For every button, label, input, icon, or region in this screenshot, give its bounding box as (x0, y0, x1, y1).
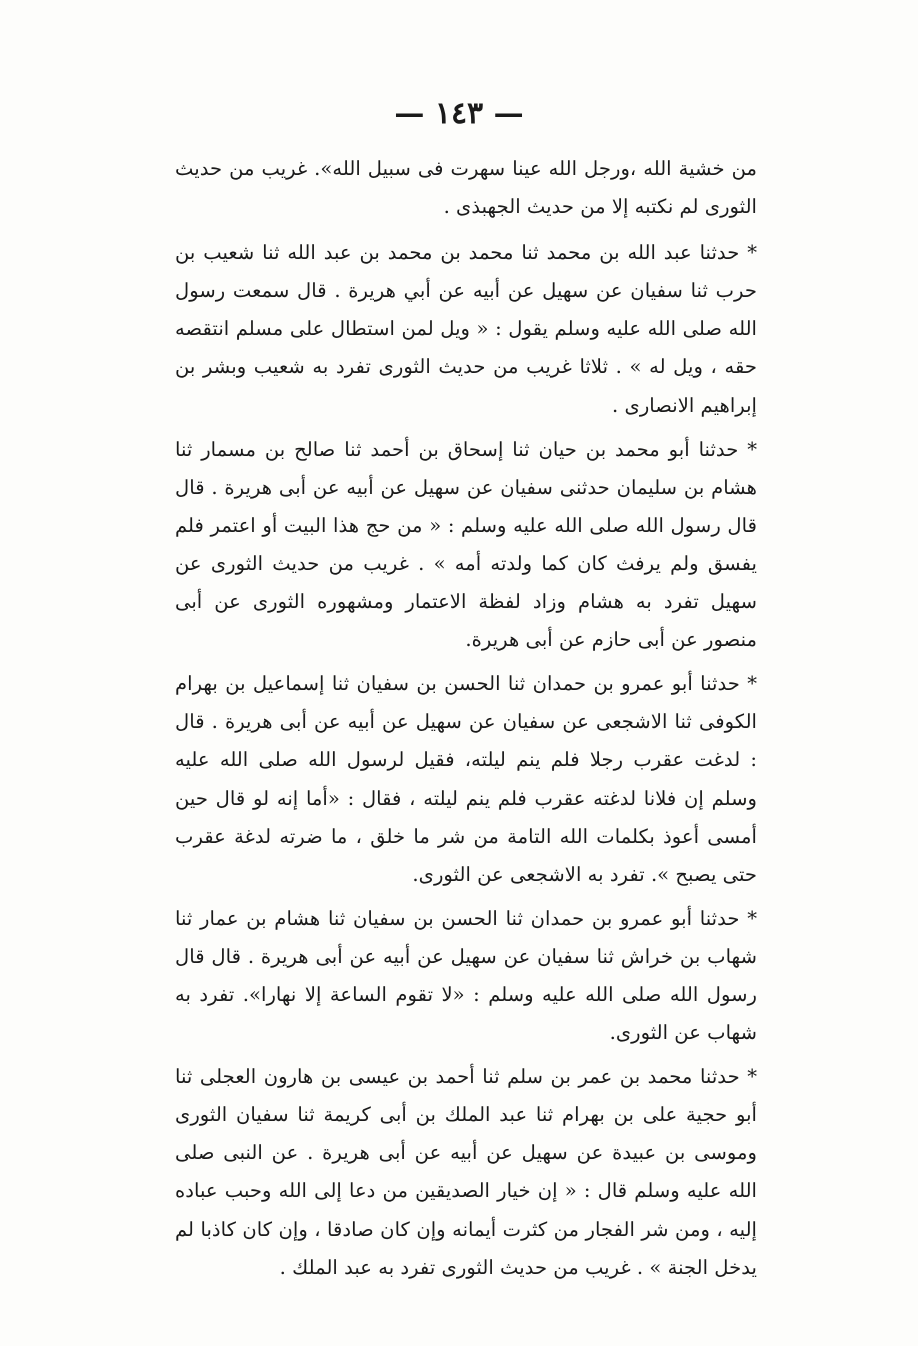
paragraph-2: * حدثنا عبد الله بن محمد ثنا محمد بن محمد بن عبد الله ثنا شعيب بن حرب ثنا سفيان عن سهيل عن أبيه عن أبي هريرة . قال سمعت رسول الله صلى الله عليه وسلم يقول : « ويل لمن استطال على مسلم انتقصه حقه ، ويل له » . ثلاثا غريب من حديث الثورى تفرد به شعيب وبشر بن إبراهيم الانصارى . (175, 241, 757, 417)
paragraph-6: * حدثنا محمد بن عمر بن سلم ثنا أحمد بن عيسى بن هارون العجلى ثنا أبو حجية على بن بهرام ثنا عبد الملك بن أبى كريمة ثنا سفيان الثورى وموسى بن عبيدة عن سهيل عن أبيه عن أبى هريرة . عن النبى صلى الله عليه وسلم قال : « إن خيار الصديقين من دعا إلى الله وحبب عباده إليه ، ومن شر الفجار من كثرت أيمانه وإن كان صادقا ، وإن كان كاذبا لم يدخل الجنة » . غريب من حديث الثورى تفرد به عبد الملك . (175, 1065, 757, 1279)
paragraph-5: * حدثنا أبو عمرو بن حمدان ثنا الحسن بن سفيان ثنا هشام بن عمار ثنا شهاب بن خراش ثنا سفيان عن سهيل عن أبيه عن أبى هريرة . قال قال رسول الله صلى الله عليه وسلم : «لا تقوم الساعة إلا نهارا». تفرد به شهاب عن الثورى. (175, 906, 757, 1045)
page-body (175, 150, 757, 1293)
paragraph-4: * حدثنا أبو عمرو بن حمدان ثنا الحسن بن سفيان ثنا إسماعيل بن بهرام الكوفى ثنا الاشجعى عن سفيان عن سهيل عن أبيه عن أبى هريرة . قال : لدغت عقرب رجلا فلم ينم ليلته، فقيل لرسول الله صلى الله عليه وسلم إن فلانا لدغته عقرب فلم ينم ليلته ، فقال : «أما إنه لو قال حين أمسى أعوذ بكلمات الله التامة من شر ما خلق ، ما ضرته لدغة عقرب حتى يصبح ». تفرد به الاشجعى عن الثورى. (175, 672, 757, 886)
paragraph-1: من خشية الله ،ورجل الله عينا سهرت فى سبيل الله». غريب من حديث الثورى لم نكتبه إلا من حديث الجهبذى . (175, 157, 757, 219)
paragraph-3: * حدثنا أبو محمد بن حيان ثنا إسحاق بن أحمد ثنا صالح بن مسمار ثنا هشام بن سليمان حدثنى سفيان عن سهيل عن أبيه عن أبى هريرة . قال قال رسول الله صلى الله عليه وسلم : « من حج هذا البيت أو اعتمر فلم يفسق ولم يرفث كان كما ولدته أمه » . غريب من حديث الثورى عن سهيل تفرد به هشام وزاد لفظة الاعتمار ومشهوره الثورى عن أبى منصور عن أبى حازم عن أبى هريرة. (175, 437, 757, 652)
page-number: — ١٤٣ — (394, 96, 524, 131)
